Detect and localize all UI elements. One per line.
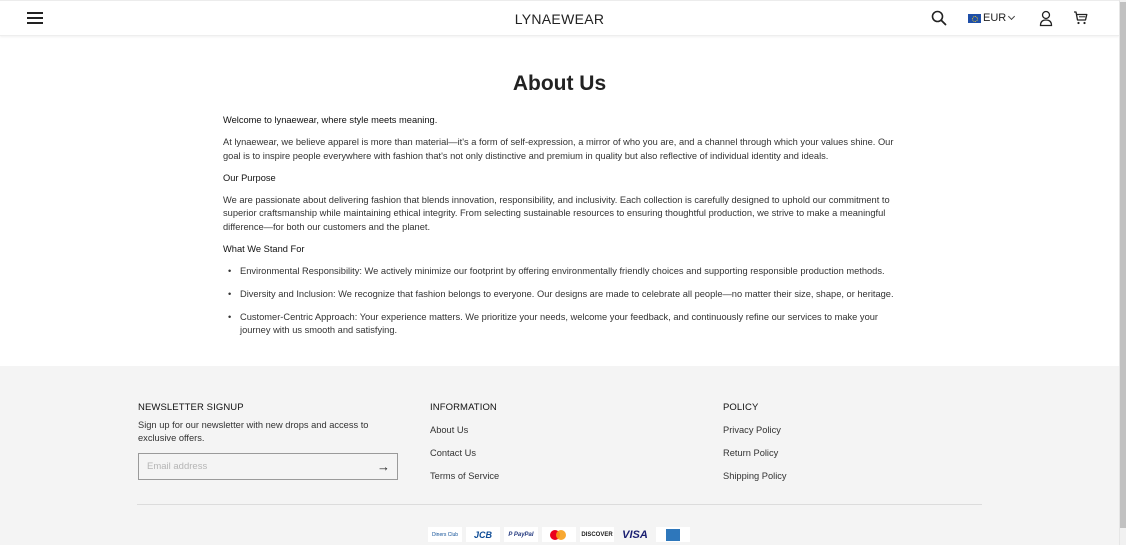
intro-paragraph: At lynaewear, we believe apparel is more than material—it's a form of self-expression, a mirror of who you are, and a channel through which your values shine. Our goal is to inspire people everywhere with fashion that's not only distinctive and premium in quality but also reflective of individual identity and ideals. — [223, 137, 894, 161]
list-item: • Customer-Centric Approach: Your experience matters. We prioritize your needs, welcome your feedback, and continuously refine our services to make your journey with us smooth and satisfying. — [240, 311, 898, 338]
arrow-right-icon[interactable]: → — [377, 459, 390, 474]
paypal-icon: P PayPal — [504, 527, 538, 542]
welcome-heading: Welcome to lynaewear, where style meets meaning. — [223, 115, 438, 125]
list-item: • Environmental Responsibility: We actively minimize our footprint by offering environmentally friendly choices and supporting responsible production methods. — [240, 265, 898, 278]
jcb-icon: JCB — [466, 527, 500, 542]
site-header — [0, 0, 1119, 36]
cart-icon[interactable] — [1073, 10, 1088, 31]
email-input[interactable] — [139, 454, 359, 479]
footer-divider — [137, 504, 982, 505]
scrollbar-thumb[interactable] — [1120, 2, 1126, 528]
footer-link-privacy-policy[interactable]: Privacy Policy — [723, 425, 781, 435]
values-list — [223, 265, 898, 337]
brand-logo[interactable]: LYNAEWEAR — [514, 11, 605, 27]
diners-club-icon: Diners Club — [428, 527, 462, 542]
eu-flag-icon — [968, 14, 981, 23]
footer-link-terms-of-service[interactable]: Terms of Service — [430, 471, 500, 481]
payment-methods — [428, 527, 690, 542]
discover-icon: DISCOVER — [580, 527, 614, 542]
currency-label: EUR — [983, 12, 1007, 24]
chevron-down-icon — [1008, 13, 1015, 20]
footer-link-shipping-policy[interactable]: Shipping Policy — [723, 471, 787, 481]
search-icon[interactable] — [931, 10, 947, 31]
vertical-scrollbar[interactable] — [1119, 0, 1126, 545]
currency-selector[interactable] — [968, 12, 1014, 24]
information-heading: INFORMATION — [430, 402, 497, 413]
footer-link-return-policy[interactable]: Return Policy — [723, 448, 779, 458]
purpose-heading: Our Purpose — [223, 172, 276, 183]
page-title: About Us — [512, 72, 607, 95]
amex-icon — [656, 527, 690, 542]
list-item: • Diversity and Inclusion: We recognize that fashion belongs to everyone. Our designs are made to celebrate all people—no matter their size, shape, or heritage. — [240, 288, 898, 301]
purpose-paragraph: We are passionate about delivering fashion that blends innovation, responsibility, and inclusivity. Each collection is carefully designed to uphold our commitment to superior craftsmanship while maintaining ethical integrity. From selecting sustainable resources to ensuring thoughtful production, we strive to make a meaningful difference—for both our customers and the planet. — [223, 195, 890, 232]
user-icon[interactable] — [1039, 10, 1053, 32]
stand-for-heading: What We Stand For — [223, 244, 305, 255]
visa-icon: VISA — [622, 528, 648, 541]
site-footer — [0, 366, 1119, 545]
mastercard-icon — [542, 527, 576, 542]
newsletter-heading: NEWSLETTER SIGNUP — [138, 402, 244, 413]
newsletter-form — [138, 453, 398, 480]
footer-link-contact-us[interactable]: Contact Us — [430, 448, 476, 458]
newsletter-description: Sign up for our newsletter with new drops and access to exclusive offers. — [138, 420, 369, 443]
footer-link-about-us[interactable]: About Us — [430, 425, 469, 435]
policy-heading: POLICY — [723, 402, 759, 413]
about-content — [223, 114, 898, 347]
